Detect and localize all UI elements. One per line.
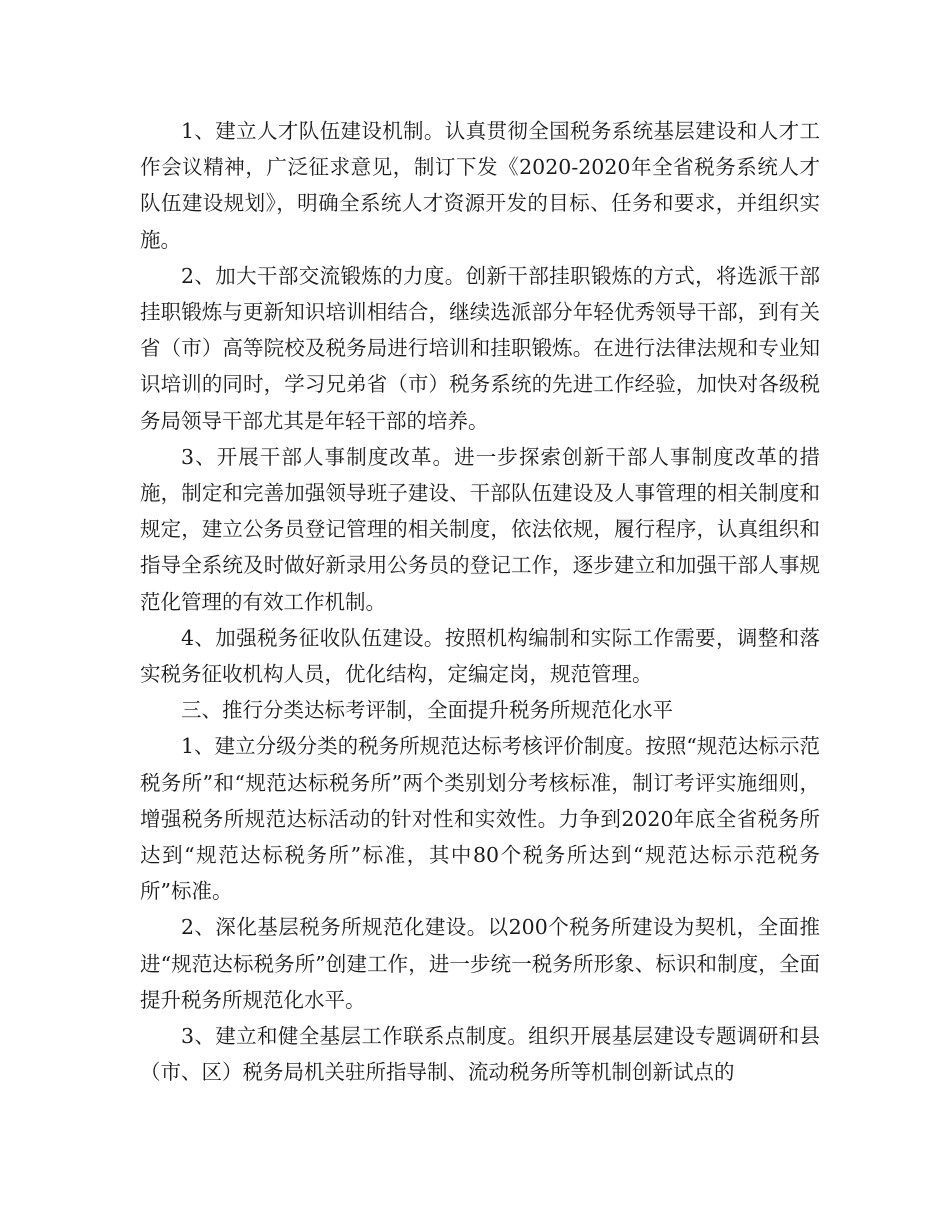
paragraph-collection-team: 4、加强税务征收队伍建设。按照机构编制和实际工作需要，调整和落实税务征收机构人员，优化结构，定编定岗，规范管理。 (140, 625, 820, 687)
paragraph-talent-mechanism: 1、建立人才队伍建设机制。认真贯彻全国税务系统基层建设和人才工作会议精神，广泛征求意见，制订下发《2020-2020年全省税务系统人才队伍建设规划》，明确全系统人才资源开发的目标、任务和要求，并组织实施。 (140, 119, 820, 252)
paragraph-personnel-reform: 3、开展干部人事制度改革。进一步探索创新干部人事制度改革的措施，制定和完善加强领导班子建设、干部队伍建设及人事管理的相关制度和规定，建立公务员登记管理的相关制度，依法依规，履行程序，认真组织和指导全系统及时做好新录用公务员的登记工作，逐步建立和加强干部人事规范化管理的有效工作机制。 (140, 444, 820, 614)
paragraph-standardization: 2、深化基层税务所规范化建设。以200个税务所建设为契机，全面推进“规范达标税务所”创建工作，进一步统一税务所形象、标识和制度，全面提升税务所规范化水平。 (140, 915, 820, 1012)
section-heading-three: 三、推行分类达标考评制，全面提升税务所规范化水平 (181, 698, 673, 723)
paragraph-evaluation-system: 1、建立分级分类的税务所规范达标考核评价制度。按照“规范达标示范税务所”和“规范达标税务所”两个类别划分考核标准，制订考评实施细则，增强税务所规范达标活动的针对性和实效性。力争到2020年底全省税务所达到“规范达标税务所”标准，其中80个税务所达到“规范达标示范税务所”标准。 (140, 734, 820, 904)
paragraph-contact-points: 3、建立和健全基层工作联系点制度。组织开展基层建设专题调研和县（市、区）税务局机关驻所指导制、流动税务所等机制创新试点的 (140, 1024, 820, 1085)
document-body (140, 113, 820, 1090)
paragraph-cadre-exchange: 2、加大干部交流锻炼的力度。创新干部挂职锻炼的方式，将选派干部挂职锻炼与更新知识培训相结合，继续选派部分年轻优秀领导干部，到有关省（市）高等院校及税务局进行培训和挂职锻炼。在进行法律法规和专业知识培训的同时，学习兄弟省（市）税务系统的先进工作经验，加快对各级税务局领导干部尤其是年轻干部的培养。 (140, 263, 820, 433)
